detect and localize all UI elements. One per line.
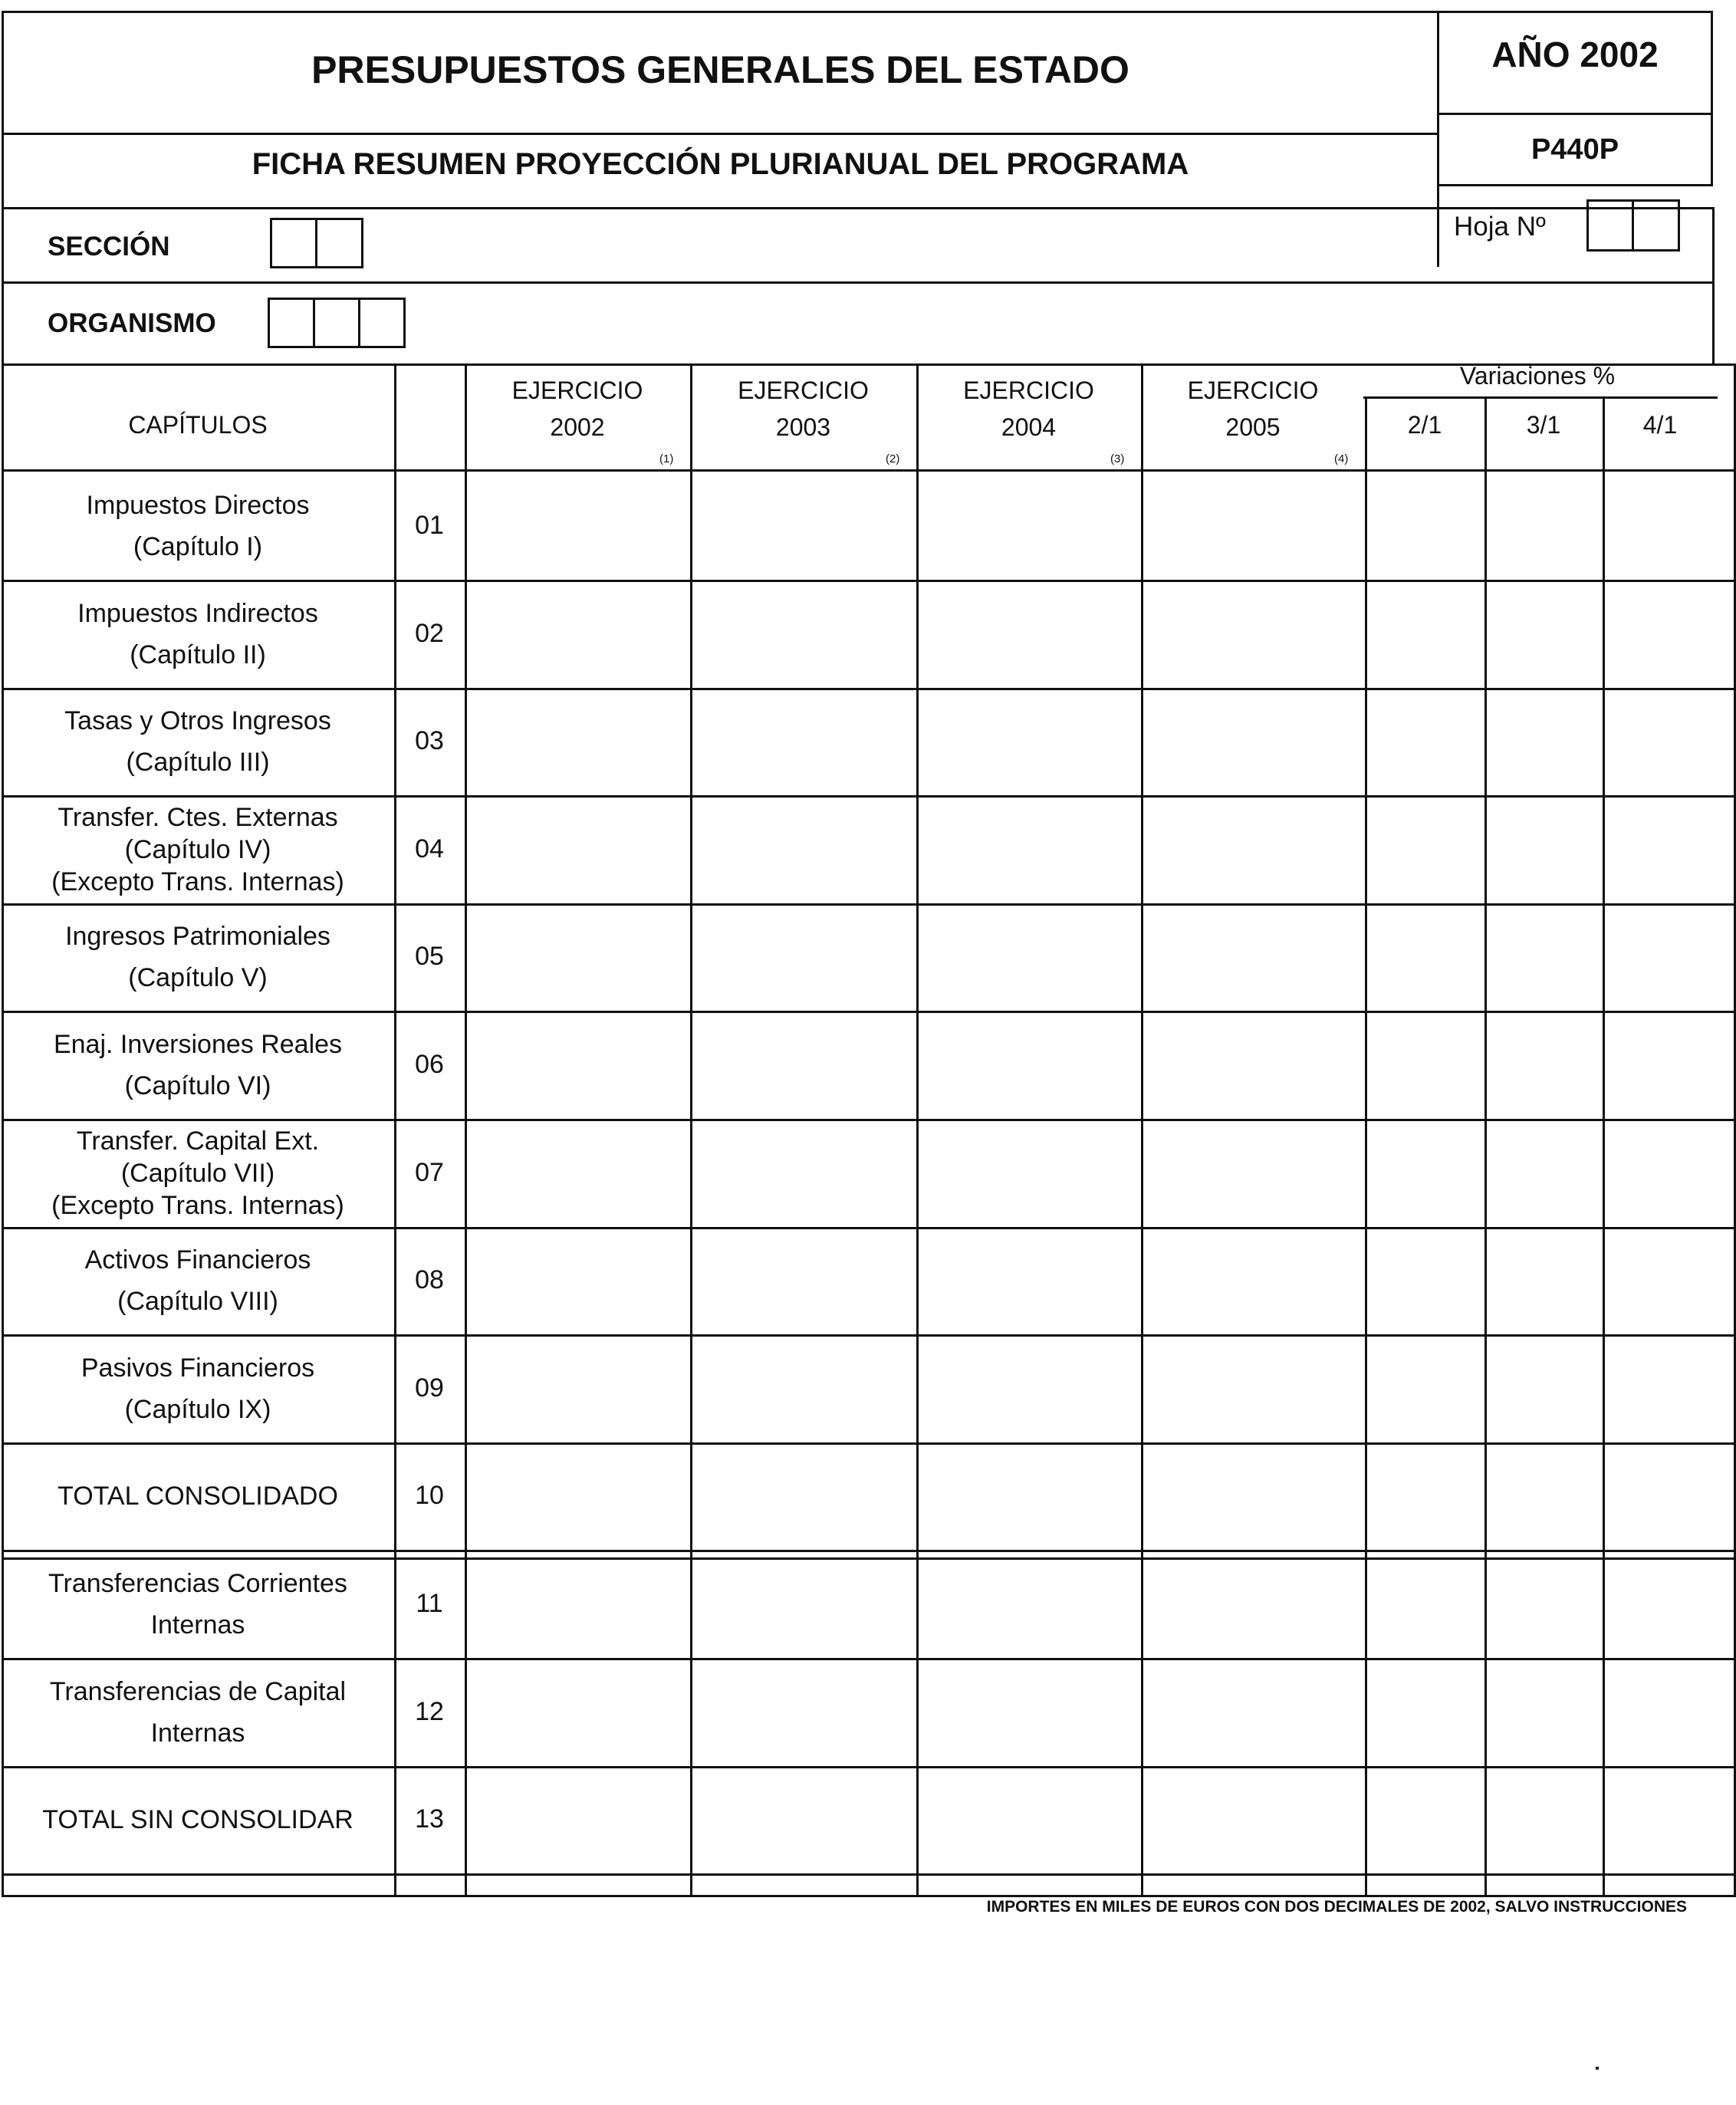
- value-cell[interactable]: [1143, 1444, 1365, 1550]
- row-label-line: Transfer. Capital Ext.: [76, 1126, 320, 1156]
- value-cell[interactable]: [1143, 1337, 1365, 1442]
- row-code-13: 13: [415, 1804, 444, 1834]
- row-label-line: TOTAL CONSOLIDADO: [58, 1481, 338, 1511]
- value-cell[interactable]: [1367, 1013, 1484, 1119]
- value-cell[interactable]: [1487, 1337, 1603, 1442]
- value-cell[interactable]: [1605, 689, 1718, 795]
- value-cell[interactable]: [467, 689, 690, 795]
- hoja-label: Hoja Nº: [1454, 212, 1546, 242]
- row-label-02: [2, 580, 394, 688]
- variacion-header-1: 3/1: [1526, 411, 1561, 439]
- ejercicio-header-0: EJERCICIO: [511, 377, 643, 405]
- value-cell[interactable]: [692, 1337, 916, 1442]
- row-label-line: Impuestos Directos: [86, 490, 310, 520]
- value-cell[interactable]: [467, 1121, 690, 1227]
- value-cell[interactable]: [692, 689, 916, 795]
- row-label-line: Enaj. Inversiones Reales: [53, 1029, 343, 1059]
- row-label-line: Ingresos Patrimoniales: [65, 921, 330, 951]
- value-cell[interactable]: [1143, 905, 1365, 1011]
- value-cell[interactable]: [919, 1660, 1141, 1766]
- value-cell[interactable]: [692, 1660, 916, 1766]
- value-cell[interactable]: [919, 1444, 1141, 1550]
- row-label-line: (Excepto Trans. Internas): [51, 867, 344, 896]
- row-code-09: 09: [415, 1373, 444, 1403]
- row-label-line: Transfer. Ctes. Externas: [58, 802, 338, 832]
- year-label: AÑO 2002: [1491, 35, 1659, 74]
- value-cell[interactable]: [919, 1768, 1141, 1873]
- row-label-line: Transferencias de Capital: [49, 1676, 347, 1706]
- variaciones-header: Variaciones %: [1459, 362, 1616, 390]
- value-cell[interactable]: [1487, 905, 1603, 1011]
- organismo-row: [2, 281, 1715, 366]
- value-cell[interactable]: [1487, 1121, 1603, 1227]
- value-cell[interactable]: [1605, 1337, 1718, 1442]
- row-label-05: [2, 903, 394, 1011]
- value-cell[interactable]: [1367, 689, 1484, 795]
- value-cell[interactable]: [467, 905, 690, 1011]
- row-label-line: (Capítulo II): [130, 640, 266, 669]
- ejercicio-year-1: 2003: [775, 413, 831, 442]
- row-label-10: [2, 1442, 394, 1550]
- row-code-05: 05: [415, 941, 444, 971]
- ejercicio-year-3: 2005: [1225, 413, 1281, 442]
- value-cell[interactable]: [919, 1121, 1141, 1227]
- value-cell[interactable]: [692, 905, 916, 1011]
- value-cell[interactable]: [1487, 1228, 1603, 1334]
- ejercicio-header-2: EJERCICIO: [963, 377, 1094, 405]
- ejercicio-header-3: EJERCICIO: [1187, 377, 1319, 405]
- footer-note: IMPORTES EN MILES DE EUROS CON DOS DECIMALES DE 2002, SALVO INSTRUCCIONES: [986, 1898, 1687, 1916]
- value-cell[interactable]: [467, 474, 690, 580]
- row-label-line: Impuestos Indirectos: [77, 598, 318, 628]
- value-cell[interactable]: [919, 1337, 1141, 1442]
- row-label-04: [2, 795, 394, 903]
- row-label-line: Pasivos Financieros: [81, 1353, 315, 1383]
- row-label-03: [2, 687, 394, 795]
- row-label-01: [2, 472, 394, 580]
- organismo-input[interactable]: [268, 298, 406, 348]
- value-cell[interactable]: [1367, 1552, 1484, 1658]
- value-cell[interactable]: [919, 905, 1141, 1011]
- value-cell[interactable]: [1367, 1660, 1484, 1766]
- value-cell[interactable]: [467, 1552, 690, 1658]
- row-code-12: 12: [415, 1696, 444, 1726]
- value-cell[interactable]: [692, 1768, 916, 1873]
- ejercicio-note-3: (4): [1334, 452, 1349, 465]
- value-cell[interactable]: [467, 1013, 690, 1119]
- ejercicio-year-0: 2002: [550, 413, 605, 442]
- value-cell[interactable]: [919, 798, 1141, 903]
- row-label-11: [2, 1550, 394, 1658]
- value-cell[interactable]: [1487, 1013, 1603, 1119]
- value-cell[interactable]: [1143, 1660, 1365, 1766]
- value-cell[interactable]: [1605, 1013, 1718, 1119]
- value-cell[interactable]: [1143, 1552, 1365, 1658]
- value-cell[interactable]: [1605, 1552, 1718, 1658]
- row-label-line: Tasas y Otros Ingresos: [64, 706, 331, 735]
- value-cell[interactable]: [467, 1444, 690, 1550]
- value-cell[interactable]: [1605, 1228, 1718, 1334]
- row-label-line: (Capítulo I): [133, 531, 263, 561]
- ejercicio-note-1: (2): [886, 452, 900, 465]
- row-code-11: 11: [416, 1588, 443, 1618]
- value-cell[interactable]: [919, 1013, 1141, 1119]
- row-label-line: (Capítulo III): [126, 747, 270, 777]
- value-cell[interactable]: [919, 689, 1141, 795]
- value-cell[interactable]: [1487, 582, 1603, 688]
- value-cell[interactable]: [1487, 1552, 1603, 1658]
- variacion-header-2: 4/1: [1642, 411, 1678, 439]
- value-cell[interactable]: [1143, 798, 1365, 903]
- value-cell[interactable]: [1487, 798, 1603, 903]
- value-cell[interactable]: [692, 1552, 916, 1658]
- value-cell[interactable]: [1367, 905, 1484, 1011]
- row-code-08: 08: [415, 1265, 444, 1294]
- value-cell[interactable]: [1605, 905, 1718, 1011]
- value-cell[interactable]: [1487, 1444, 1603, 1550]
- page-subtitle: FICHA RESUMEN PROYECCIÓN PLURIANUAL DEL PROGRAMA: [252, 147, 1189, 181]
- value-cell[interactable]: [1143, 474, 1365, 580]
- value-cell[interactable]: [1605, 798, 1718, 903]
- variacion-header-0: 2/1: [1407, 411, 1442, 439]
- row-label-line: (Excepto Trans. Internas): [51, 1190, 344, 1220]
- value-cell[interactable]: [467, 582, 690, 688]
- row-label-line: (Capítulo VIII): [117, 1286, 278, 1316]
- value-cell[interactable]: [467, 1228, 690, 1334]
- value-cell[interactable]: [1367, 1337, 1484, 1442]
- row-label-08: [2, 1226, 394, 1334]
- row-label-line: Internas: [150, 1718, 245, 1748]
- row-label-line: (Capítulo V): [128, 962, 268, 992]
- ejercicio-note-0: (1): [659, 452, 674, 465]
- row-label-07: [2, 1119, 394, 1227]
- ejercicio-header-1: EJERCICIO: [738, 377, 869, 405]
- ejercicio-note-2: (3): [1110, 452, 1125, 465]
- value-cell[interactable]: [919, 1228, 1141, 1334]
- scan-dot: [1596, 2067, 1599, 2070]
- row-label-line: (Capítulo VI): [124, 1071, 271, 1100]
- row-code-04: 04: [415, 834, 444, 863]
- value-cell[interactable]: [1367, 1444, 1484, 1550]
- row-label-line: (Capítulo IV): [124, 834, 271, 864]
- value-cell[interactable]: [1487, 1660, 1603, 1766]
- row-label-line: Transferencias Corrientes: [48, 1568, 347, 1598]
- value-cell[interactable]: [692, 1121, 916, 1227]
- value-cell[interactable]: [1143, 1768, 1365, 1873]
- row-label-line: Activos Financieros: [84, 1245, 311, 1275]
- value-cell[interactable]: [1487, 1768, 1603, 1873]
- value-cell[interactable]: [1487, 689, 1603, 795]
- value-cell[interactable]: [919, 582, 1141, 688]
- program-code: P440P: [1531, 133, 1619, 166]
- value-cell[interactable]: [1487, 474, 1603, 580]
- value-cell[interactable]: [467, 1660, 690, 1766]
- value-cell[interactable]: [692, 798, 916, 903]
- value-cell[interactable]: [919, 474, 1141, 580]
- value-cell[interactable]: [1367, 582, 1484, 688]
- row-label-line: TOTAL SIN CONSOLIDAR: [42, 1804, 353, 1834]
- row-label-06: [2, 1011, 394, 1119]
- row-code-03: 03: [415, 725, 444, 755]
- value-cell[interactable]: [1605, 1768, 1718, 1873]
- row-label-09: [2, 1334, 394, 1442]
- capitulos-header: CAPÍTULOS: [128, 411, 268, 439]
- row-label-12: [2, 1658, 394, 1766]
- value-cell[interactable]: [1367, 1121, 1484, 1227]
- value-cell[interactable]: [1367, 1228, 1484, 1334]
- row-code-02: 02: [415, 618, 444, 648]
- row-code-06: 06: [415, 1049, 444, 1079]
- ejercicio-year-2: 2004: [1001, 413, 1057, 442]
- row-code-01: 01: [415, 510, 444, 540]
- row-label-line: (Capítulo IX): [124, 1394, 271, 1424]
- value-cell[interactable]: [692, 1228, 916, 1334]
- organismo-label: ORGANISMO: [48, 308, 216, 338]
- seccion-label: SECCIÓN: [48, 232, 170, 261]
- value-cell[interactable]: [1367, 798, 1484, 903]
- value-cell[interactable]: [1367, 474, 1484, 580]
- value-cell[interactable]: [1143, 1228, 1365, 1334]
- value-cell[interactable]: [1605, 1660, 1718, 1766]
- row-code-10: 10: [415, 1480, 444, 1510]
- page-title: PRESUPUESTOS GENERALES DEL ESTADO: [311, 48, 1129, 91]
- value-cell[interactable]: [1367, 1768, 1484, 1873]
- value-cell[interactable]: [1143, 582, 1365, 688]
- value-cell[interactable]: [467, 1337, 690, 1442]
- row-label-13: [2, 1765, 394, 1873]
- value-cell[interactable]: [1605, 1121, 1718, 1227]
- value-cell[interactable]: [1143, 1013, 1365, 1119]
- value-cell[interactable]: [692, 1013, 916, 1119]
- value-cell[interactable]: [692, 1444, 916, 1550]
- row-code-07: 07: [415, 1157, 444, 1187]
- row-label-line: (Capítulo VII): [120, 1158, 275, 1188]
- value-cell[interactable]: [467, 1768, 690, 1873]
- value-cell[interactable]: [1605, 582, 1718, 688]
- row-label-line: Internas: [150, 1610, 245, 1640]
- value-cell[interactable]: [919, 1552, 1141, 1658]
- value-cell[interactable]: [1605, 474, 1718, 580]
- value-cell[interactable]: [1143, 689, 1365, 795]
- value-cell[interactable]: [1143, 1121, 1365, 1227]
- value-cell[interactable]: [692, 474, 916, 580]
- value-cell[interactable]: [1605, 1444, 1718, 1550]
- value-cell[interactable]: [467, 798, 690, 903]
- value-cell[interactable]: [692, 582, 916, 688]
